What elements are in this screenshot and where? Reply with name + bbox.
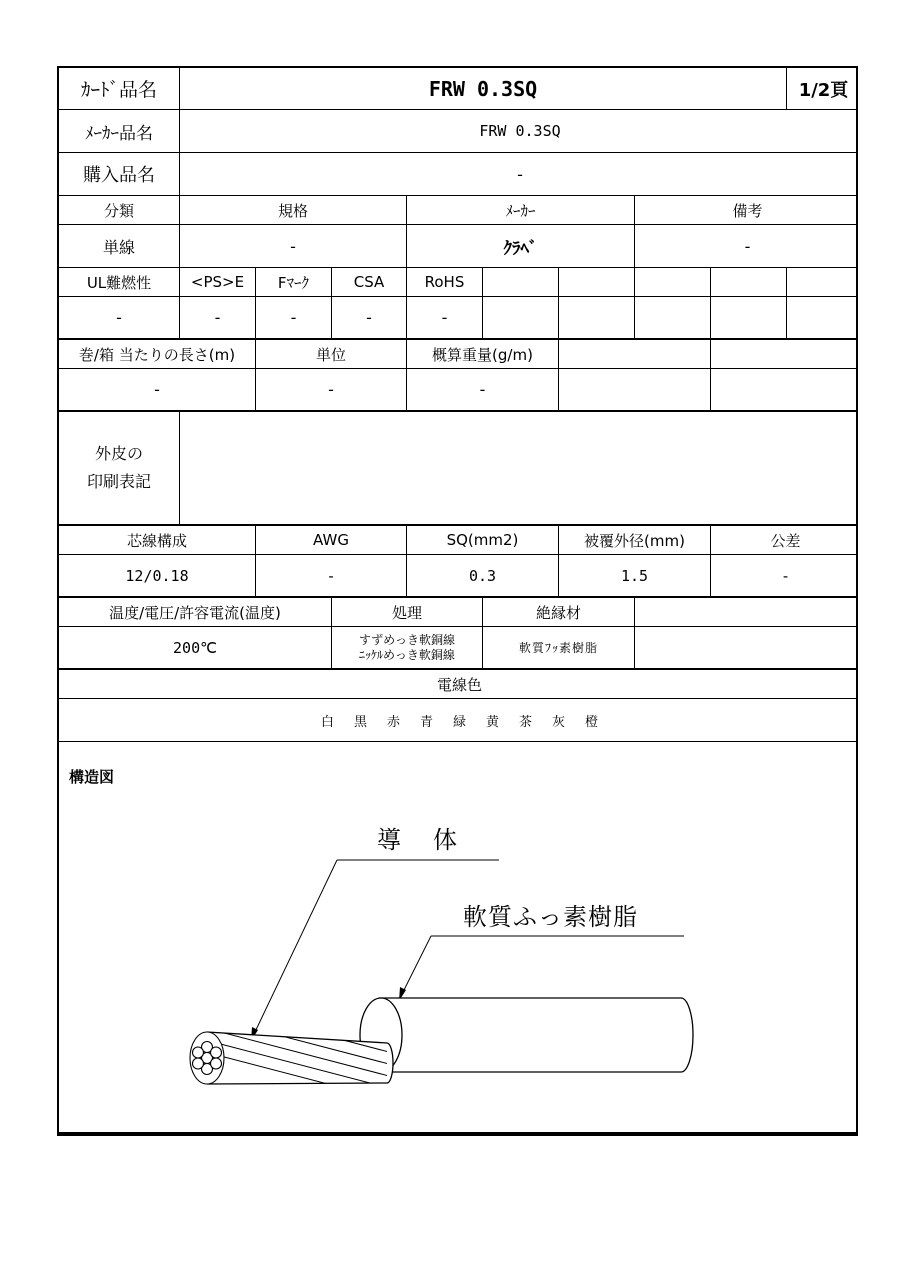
length-per-reel-value: - [59,369,256,410]
awg-value: - [256,555,407,596]
wire-color-red: 赤 [386,714,400,730]
f-mark-header: Fﾏｰｸ [256,268,332,296]
print-marking-label-line1: 外皮の [94,444,143,463]
awg-header: AWG [256,526,407,554]
standards-header-row [59,268,856,297]
tolerance-value: - [780,566,791,585]
rating-value-row [59,627,856,670]
print-marking-label-line2: 印刷表記 [86,472,151,491]
remarks-value: - [744,236,751,256]
length-value-5 [711,369,860,410]
ul-flame-value: - [59,297,180,338]
length-value-row [59,369,856,412]
remarks-header: 備考 [732,201,763,220]
wire-color-green: 緑 [452,714,466,730]
standards-value-8 [635,297,711,338]
wire-color-blue: 青 [419,714,433,730]
pse-value: - [180,297,256,338]
print-marking-label [59,412,180,524]
construction-value-row [59,555,856,598]
insulation-value: 軟質ﾌｯ素樹脂 [483,627,635,668]
standards-value-9 [711,297,787,338]
rating-header-4 [635,598,860,626]
classification-header-row [59,196,856,225]
spec-card [57,66,858,1136]
purchase-name-value: - [517,164,523,184]
purchase-name-label: 購入品名 [59,153,180,195]
pse-header: <PS>E [180,268,256,296]
standards-header-7 [559,268,635,296]
length-header-row [59,340,856,369]
wire-color-header-row [59,670,856,699]
conductor-leader-line [254,860,337,1034]
length-value-4 [559,369,711,410]
wire-color-value-row [59,699,856,742]
cable-structure-diagram [59,798,856,1128]
wire-color-orange: 橙 [585,714,599,730]
classification-value: 単線 [59,225,180,267]
standards-header-8 [635,268,711,296]
standards-value-6 [483,297,559,338]
classification-header: 分類 [59,196,180,224]
treatment-header: 処理 [332,598,483,626]
unit-header: 単位 [256,340,407,368]
tolerance-header: 公差 [770,531,801,550]
temperature-rating-header: 温度/電圧/許容電流(温度) [59,598,332,626]
outer-diameter-header: 被覆外径(mm) [559,526,711,554]
treatment-value-line1: すずめっき軟銅線 [358,632,455,647]
rating-value-4 [635,627,860,668]
weight-value: - [407,369,559,410]
card-name-value: FRW 0.3SQ [180,68,787,109]
treatment-value [332,627,483,668]
unit-value: - [256,369,407,410]
manufacturer-header: ﾒｰｶｰ [407,196,635,224]
wire-color-list [59,699,860,741]
sq-value: 0.3 [407,555,559,596]
temperature-rating-value: 200℃ [59,627,332,668]
treatment-value-line2: ﾆｯｹﾙめっき軟銅線 [359,647,455,662]
length-header-4 [559,340,711,368]
wire-color-white: 白 [320,714,334,730]
standards-value-7 [559,297,635,338]
weight-header: 概算重量(g/m) [407,340,559,368]
ul-flame-header: UL難燃性 [59,268,180,296]
insulation-leader-line [402,936,431,994]
manufacturer-value: ｸﾗﾍﾞ [407,225,635,267]
wire-color-black: 黒 [353,714,367,730]
page-number: 1/2頁 [798,79,849,101]
insulation-header: 絶縁材 [483,598,635,626]
print-marking-row [59,412,856,526]
conductor-end-strands [190,1032,224,1084]
print-marking-value [180,412,860,524]
card-name-row [59,68,856,110]
sq-header: SQ(mm2) [407,526,559,554]
standards-value-row [59,297,856,340]
maker-name-row [59,110,856,153]
structure-diagram-title: 構造図 [69,768,115,786]
strand-construction-value: 12/0.18 [59,555,256,596]
insulation-jacket-body [379,998,693,1072]
strand-construction-header: 芯線構成 [59,526,256,554]
maker-name-value: FRW 0.3SQ [479,122,561,140]
wire-color-gray: 灰 [552,714,566,730]
card-name-label: ｶｰﾄﾞ品名 [59,68,180,109]
wire-color-brown: 茶 [519,714,533,730]
conductor-label: 導 体 [377,826,461,854]
csa-header: CSA [332,268,407,296]
standards-header-6 [483,268,559,296]
wire-color-label: 電線色 [436,675,482,694]
insulation-label: 軟質ふっ素樹脂 [463,903,638,931]
rohs-header: RoHS [407,268,483,296]
standard-value: - [180,225,407,267]
classification-value-row [59,225,856,268]
construction-header-row [59,526,856,555]
maker-name-label: ﾒｰｶｰ品名 [59,110,180,152]
csa-value: - [332,297,407,338]
standard-header: 規格 [180,196,407,224]
outer-diameter-value: 1.5 [559,555,711,596]
standards-value-10 [787,297,860,338]
wire-color-yellow: 黄 [486,714,500,730]
length-per-reel-header: 巻/箱 当たりの長さ(m) [59,340,256,368]
purchase-name-row [59,153,856,196]
standards-header-10 [787,268,860,296]
rating-header-row [59,598,856,627]
rohs-value: - [407,297,483,338]
length-header-5 [711,340,860,368]
f-mark-value: - [256,297,332,338]
standards-header-9 [711,268,787,296]
